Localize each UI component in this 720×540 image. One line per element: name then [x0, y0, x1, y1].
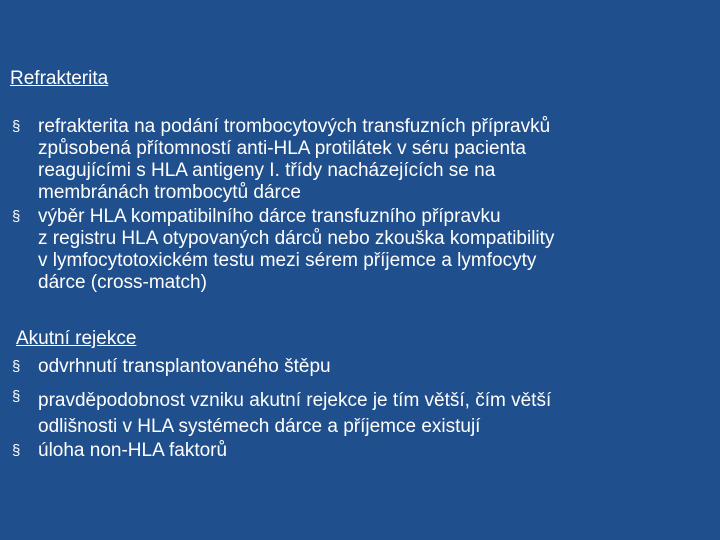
bullet-line: z registru HLA otypovaných dárců nebo zkouška kompatibility: [38, 228, 555, 249]
bullet-line: dárce (cross-match): [38, 272, 207, 293]
bullet-line: refrakterita na podání trombocytových transfuzních přípravků: [38, 116, 551, 137]
bullet-line: reagujícími s HLA antigeny I. třídy nacházejících se na: [38, 160, 496, 181]
bullet-icon: §: [12, 118, 21, 135]
bullet-line: úloha non-HLA faktorů: [38, 440, 228, 461]
bullet-line: membránách trombocytů dárce: [38, 182, 301, 203]
heading-akutni-rejekce: Akutní rejekce: [16, 328, 137, 349]
bullet-line: výběr HLA kompatibilního dárce transfuzního přípravku: [38, 206, 501, 227]
bullet-line: pravděpodobnost vzniku akutní rejekce je tím větší, čím větší: [38, 390, 552, 411]
bullet-line: v lymfocytotoxickém testu mezi sérem příjemce a lymfocyty: [38, 250, 537, 271]
bullet-line: způsobená přítomností anti-HLA protilátek v séru pacienta: [38, 138, 526, 159]
bullet-icon: §: [12, 208, 21, 225]
bullet-icon: §: [12, 388, 21, 405]
bullet-icon: §: [12, 358, 21, 375]
bullet-line: odlišnosti v HLA systémech dárce a příjemce existují: [38, 416, 481, 437]
bullet-line: odvrhnutí transplantovaného štěpu: [38, 356, 331, 377]
bullet-icon: §: [12, 442, 21, 459]
heading-refrakterita: Refrakterita: [10, 68, 109, 89]
